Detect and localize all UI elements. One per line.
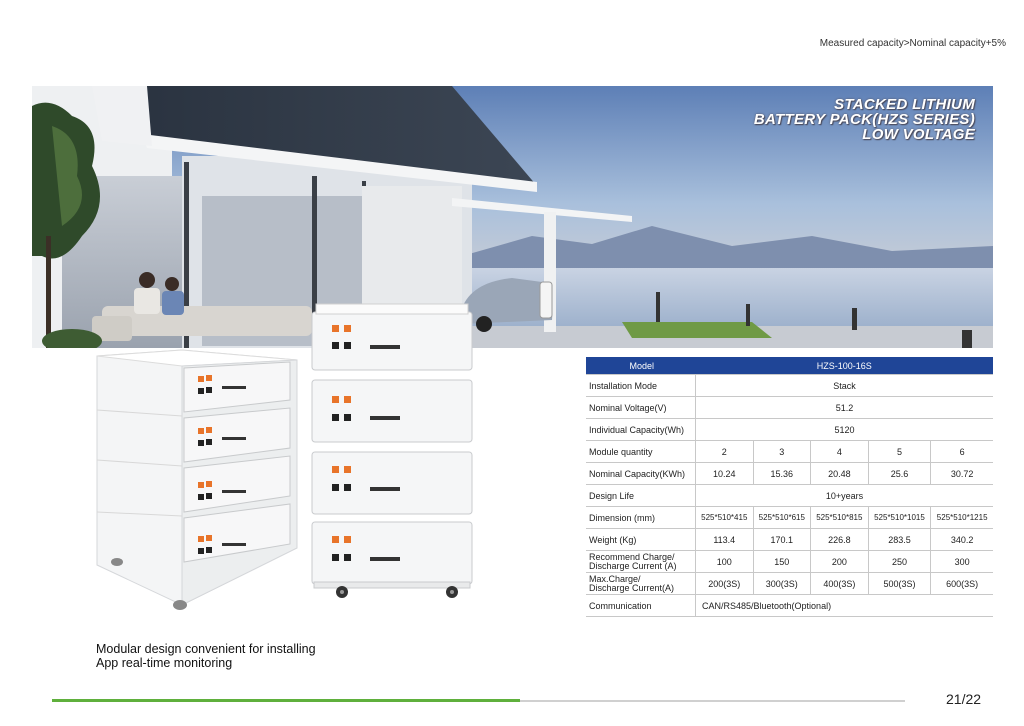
- recommend-current-cell: 250: [868, 551, 931, 573]
- weight-cell: 113.4: [696, 529, 754, 551]
- module-quantity-label: Module quantity: [586, 441, 696, 463]
- hero-title-line-1: STACKED LITHIUM: [834, 96, 975, 113]
- spec-header-row: [586, 357, 993, 375]
- installation-mode-label: Installation Mode: [586, 375, 696, 397]
- module-quantity-cell: 4: [811, 441, 869, 463]
- capacity-note: Measured capacity>Nominal capacity+5%: [819, 38, 1006, 49]
- module-quantity-cell: 5: [868, 441, 931, 463]
- dimension-cell: 525*510*615: [753, 507, 811, 529]
- header-model-value: HZS-100-16S: [696, 357, 994, 375]
- recommend-current-label: [586, 551, 696, 573]
- footer-progress-accent: [52, 699, 520, 702]
- recommend-current-label-line-1: Recommend Charge/: [589, 551, 675, 562]
- table-row: [586, 507, 993, 529]
- table-row: [586, 441, 993, 463]
- nominal-capacity-cell: 20.48: [811, 463, 869, 485]
- weight-cell: 340.2: [931, 529, 993, 551]
- module-quantity-cell: 2: [696, 441, 754, 463]
- module-quantity-cell: 3: [753, 441, 811, 463]
- single-module-2: [312, 380, 472, 442]
- max-current-label: [586, 573, 696, 595]
- design-life-value: 10+years: [696, 485, 994, 507]
- dimension-label: Dimension (mm): [586, 507, 696, 529]
- battery-tower: [97, 350, 297, 610]
- max-current-cell: 200(3S): [696, 573, 754, 595]
- recommend-current-cell: 100: [696, 551, 754, 573]
- recommend-current-label-line-2: Discharge Current (A): [589, 560, 677, 571]
- page-number: 21/22: [946, 691, 982, 707]
- table-row: [586, 551, 993, 573]
- table-row: [586, 463, 993, 485]
- single-module-1: [312, 304, 472, 370]
- hero-title: [754, 97, 975, 142]
- nominal-capacity-cell: 15.36: [753, 463, 811, 485]
- header-model-label: Model: [586, 357, 696, 375]
- dimension-cell: 525*510*815: [811, 507, 869, 529]
- module-quantity-cell: 6: [931, 441, 993, 463]
- single-module-4: [312, 522, 472, 598]
- max-current-cell: 600(3S): [931, 573, 993, 595]
- weight-label: Weight (Kg): [586, 529, 696, 551]
- communication-value: CAN/RS485/Bluetooth(Optional): [696, 595, 994, 617]
- table-row: [586, 529, 993, 551]
- feature-item: App real-time monitoring: [96, 656, 233, 670]
- nominal-voltage-value: 51.2: [696, 397, 994, 419]
- spec-table: [586, 357, 993, 617]
- table-row: [586, 375, 993, 397]
- max-current-label-line-1: Max.Charge/: [589, 573, 641, 584]
- nominal-capacity-cell: 25.6: [868, 463, 931, 485]
- table-row: [586, 419, 993, 441]
- communication-label: Communication: [586, 595, 696, 617]
- feature-item: Modular design convenient for installing: [96, 642, 316, 656]
- nominal-capacity-label: Nominal Capacity(KWh): [586, 463, 696, 485]
- battery-product-image: [92, 300, 482, 620]
- installation-mode-value: Stack: [696, 375, 994, 397]
- stacked-battery-illustration: [92, 300, 482, 620]
- hero-title-line-3: LOW VOLTAGE: [862, 126, 975, 143]
- max-current-label-line-2: Discharge Current(A): [589, 582, 675, 593]
- individual-capacity-label: Individual Capacity(Wh): [586, 419, 696, 441]
- hero-title-line-2: BATTERY PACK(HZS SERIES): [753, 111, 975, 128]
- nominal-capacity-cell: 10.24: [696, 463, 754, 485]
- weight-cell: 283.5: [868, 529, 931, 551]
- recommend-current-cell: 150: [753, 551, 811, 573]
- single-module-3: [312, 452, 472, 514]
- weight-cell: 226.8: [811, 529, 869, 551]
- dimension-cell: 525*510*1015: [868, 507, 931, 529]
- recommend-current-cell: 200: [811, 551, 869, 573]
- recommend-current-cell: 300: [931, 551, 993, 573]
- max-current-cell: 300(3S): [753, 573, 811, 595]
- table-row: [586, 397, 993, 419]
- dimension-cell: 525*510*415: [696, 507, 754, 529]
- dimension-cell: 525*510*1215: [931, 507, 993, 529]
- nominal-voltage-label: Nominal Voltage(V): [586, 397, 696, 419]
- design-life-label: Design Life: [586, 485, 696, 507]
- table-row: [586, 485, 993, 507]
- battery-module-column: [312, 304, 472, 598]
- weight-cell: 170.1: [753, 529, 811, 551]
- nominal-capacity-cell: 30.72: [931, 463, 993, 485]
- max-current-cell: 400(3S): [811, 573, 869, 595]
- feature-list: [96, 642, 316, 670]
- individual-capacity-value: 5120: [696, 419, 994, 441]
- table-row: [586, 595, 993, 617]
- table-row: [586, 573, 993, 595]
- max-current-cell: 500(3S): [868, 573, 931, 595]
